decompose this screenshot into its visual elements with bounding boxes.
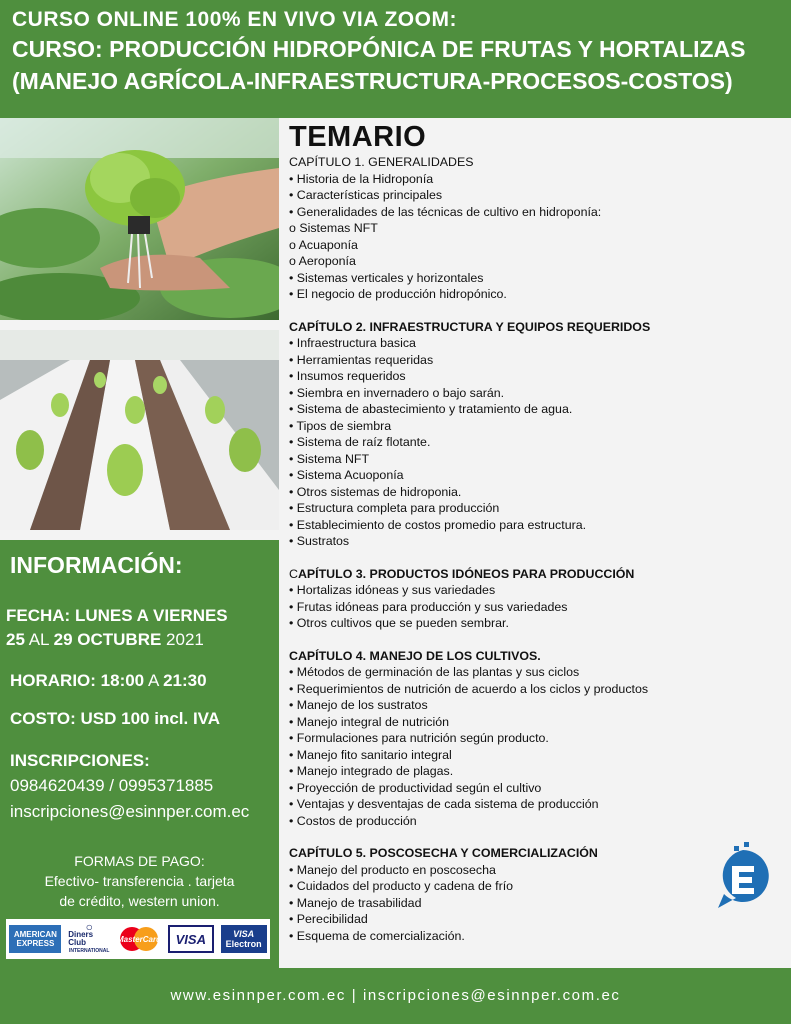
list-item: • Métodos de germinación de las plantas y sus ciclos: [289, 665, 580, 679]
list-item: • Manejo de los sustratos: [289, 698, 428, 712]
list-item: • El negocio de producción hidropónico.: [289, 287, 507, 301]
header-line-2: CURSO: PRODUCCIÓN HIDROPÓNICA DE FRUTAS Y HORTALIZAS: [12, 36, 746, 62]
visa-logo: VISA: [168, 925, 214, 953]
list-item: • Costos de producción: [289, 813, 417, 828]
list-item: • Manejo del producto en poscosecha: [289, 862, 496, 877]
list-item: • Proyección de productividad según el cultivo: [289, 780, 542, 795]
costo: COSTO: USD 100 incl. IVA: [10, 709, 221, 728]
list-item: • Frutas idóneas para producción y sus variedades: [289, 599, 568, 614]
chapter-title: CAPÍTULO 2. INFRAESTRUCTURA Y EQUIPOS REQUERIDOS: [289, 319, 651, 334]
list-item: • Hortalizas idóneas y sus variedades: [289, 583, 496, 597]
list-item: • Herramientas requeridas: [289, 352, 434, 367]
list-item: • Otros sistemas de hidroponia.: [289, 484, 462, 499]
fecha-start: 25: [6, 630, 25, 649]
list-item: • Otros cultivos que se pueden sembrar.: [289, 616, 509, 630]
amex-text-1: AMERICAN: [13, 930, 57, 939]
chapter-title: CAPÍTULO 1. GENERALIDADES: [289, 155, 474, 169]
list-item: • Formulaciones para nutrición según producto.: [289, 731, 549, 745]
list-item: • Requerimientos de nutrición de acuerdo a los ciclos y productos: [289, 681, 649, 696]
info-panel: [0, 540, 279, 968]
horario: [10, 671, 207, 691]
list-item: • Sistemas verticales y horizontales: [289, 270, 484, 285]
list-item: • Cuidados del producto y cadena de frío: [289, 879, 514, 893]
fecha-year: 2021: [166, 630, 204, 649]
list-item: • Sustratos: [289, 534, 350, 548]
esinnper-logo-icon: [714, 842, 772, 910]
list-item: • Sistema Acuoponía: [289, 468, 404, 482]
list-item: • Manejo de trasabilidad: [289, 895, 422, 910]
footer-bar: [0, 968, 791, 1024]
formas-line-2: de crédito, western union.: [59, 893, 220, 909]
fecha-al: AL: [28, 630, 49, 649]
phone-numbers: 0984620439 / 0995371885: [10, 776, 214, 795]
diners-text-2: INTERNATIONAL: [68, 948, 110, 954]
formas-line-1: Efectivo- transferencia . tarjeta: [44, 873, 235, 889]
fecha-dates: [6, 630, 204, 650]
header-banner: [0, 0, 791, 118]
list-item: • Generalidades de las técnicas de cultivo en hidroponía:: [289, 204, 602, 219]
list-item: • Manejo fito sanitario integral: [289, 747, 452, 762]
list-item: • Manejo integral de nutrición: [289, 714, 450, 729]
header-line-1: CURSO ONLINE 100% EN VIVO VIA ZOOM:: [12, 8, 457, 31]
list-item: • Características principales: [289, 188, 443, 202]
list-item: • Sistema NFT: [289, 451, 370, 466]
fecha-line: FECHA: LUNES A VIERNES: [6, 606, 228, 625]
list-item: • Historia de la Hidroponía: [289, 171, 434, 186]
list-item: • Esquema de comercialización.: [289, 928, 465, 943]
list-item: o Acuaponía: [289, 237, 358, 252]
list-item: • Manejo integrado de plagas.: [289, 764, 454, 778]
header-line-3: (MANEJO AGRÍCOLA-INFRAESTRUCTURA-PROCESOS-COSTOS): [12, 68, 733, 94]
list-item: • Infraestructura basica: [289, 336, 416, 350]
inscripciones-label: INSCRIPCIONES:: [10, 751, 150, 770]
chapter-title: CAPÍTULO 4. MANEJO DE LOS CULTIVOS.: [289, 648, 541, 663]
temario-title: TEMARIO: [289, 121, 427, 153]
list-item: • Siembra en invernadero o bajo sarán.: [289, 385, 505, 400]
diners-text-1: Diners Club: [68, 930, 94, 947]
email-contact: inscripciones@esinnper.com.ec: [10, 802, 250, 821]
visa-electron-text-1: VISA: [233, 929, 255, 939]
list-item: • Estructura completa para producción: [289, 501, 500, 515]
list-item: • Sistema de abastecimiento y tratamiento de agua.: [289, 402, 573, 416]
list-item: • Tipos de siembra: [289, 418, 392, 433]
list-item: • Sistema de raíz flotante.: [289, 435, 431, 449]
visa-electron-logo: [221, 925, 267, 953]
chapter-4: [289, 648, 769, 830]
chapter-title-prefix: C: [289, 566, 298, 581]
chapter-1: [289, 154, 769, 303]
info-title: INFORMACIÓN:: [10, 552, 183, 578]
formas-title: FORMAS DE PAGO:: [74, 853, 205, 869]
chapter-5: [289, 845, 769, 944]
horario-a: A: [147, 671, 159, 690]
list-item: o Sistemas NFT: [289, 221, 378, 235]
chapter-3: [289, 566, 769, 632]
list-item: • Perecibilidad: [289, 912, 368, 926]
list-item: • Insumos requeridos: [289, 369, 406, 383]
footer-contact: www.esinnper.com.ec | inscripciones@esinnper.com.ec: [170, 987, 621, 1004]
visa-electron-text-2: Electron: [225, 939, 262, 949]
chapter-2: [289, 319, 769, 550]
formas-de-pago: [0, 851, 279, 911]
temario-section: [289, 120, 769, 944]
list-item: • Ventajas y desventajas de cada sistema de producción: [289, 797, 599, 811]
mastercard-text: MasterCard: [116, 934, 161, 944]
diners-logo: ○ Diners Club INTERNATIONAL: [68, 920, 110, 954]
chapter-title: CAPÍTULO 5. POSCOSECHA Y COMERCIALIZACIÓN: [289, 846, 598, 860]
photo-hydroponic-rows: [0, 330, 279, 530]
chapter-title-rest: APÍTULO 3. PRODUCTOS IDÓNEOS PARA PRODUCCIÓN: [297, 566, 635, 581]
payment-cards: [6, 919, 270, 959]
list-item: • Establecimiento de costos promedio para estructura.: [289, 517, 587, 532]
fecha-end: 29 OCTUBRE: [53, 630, 162, 649]
photo-lettuce-hands: [0, 118, 279, 320]
horario-start: HORARIO: 18:00: [10, 671, 145, 690]
amex-text-2: EXPRESS: [16, 939, 55, 948]
horario-end: 21:30: [163, 671, 207, 690]
chapter-title: [289, 566, 769, 583]
list-item: o Aeroponía: [289, 254, 356, 268]
mastercard-logo: [117, 925, 161, 953]
amex-logo: [9, 925, 61, 953]
